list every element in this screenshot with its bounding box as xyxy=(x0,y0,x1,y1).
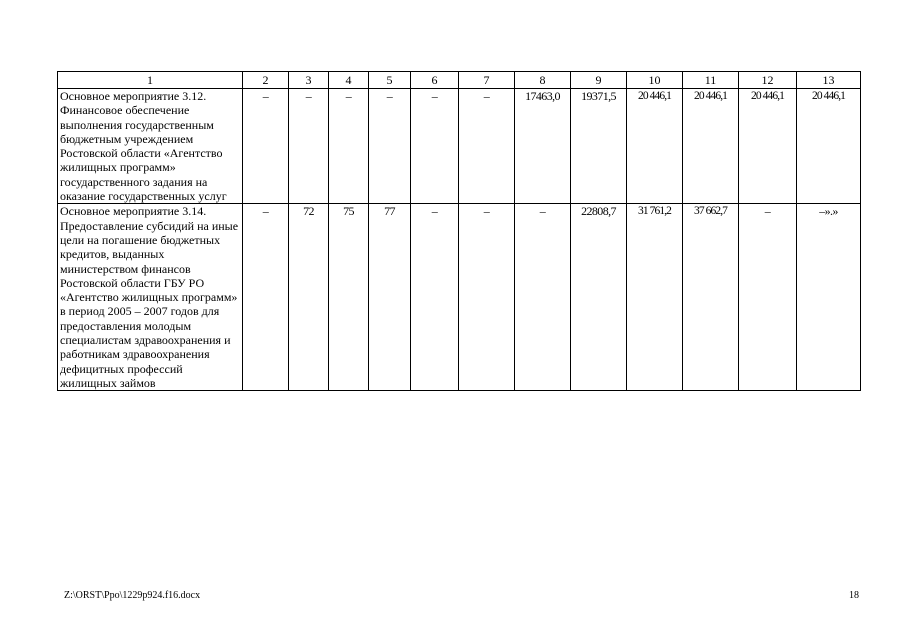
value-cell: 37 662,7 xyxy=(683,204,739,391)
column-header: 11 xyxy=(683,72,739,89)
column-header: 1 xyxy=(58,72,243,89)
column-header: 13 xyxy=(797,72,861,89)
value-cell: 20 446,1 xyxy=(683,89,739,204)
value-cell: 17463,0 xyxy=(515,89,571,204)
column-header: 2 xyxy=(243,72,289,89)
column-header: 8 xyxy=(515,72,571,89)
value-cell: 75 xyxy=(329,204,369,391)
value-cell: – xyxy=(243,204,289,391)
value-cell: 77 xyxy=(369,204,411,391)
value-cell: 20 446,1 xyxy=(627,89,683,204)
value-cell: – xyxy=(411,89,459,204)
column-header: 10 xyxy=(627,72,683,89)
value-cell: 72 xyxy=(289,204,329,391)
value-cell: – xyxy=(369,89,411,204)
header-row xyxy=(58,72,861,89)
column-header: 9 xyxy=(571,72,627,89)
value-cell: 19371,5 xyxy=(571,89,627,204)
value-cell: – xyxy=(739,204,797,391)
value-cell: –».» xyxy=(797,204,861,391)
value-cell: – xyxy=(459,204,515,391)
value-cell: 22808,7 xyxy=(571,204,627,391)
value-cell: – xyxy=(411,204,459,391)
value-cell: – xyxy=(243,89,289,204)
column-header: 3 xyxy=(289,72,329,89)
value-cell: 20 446,1 xyxy=(797,89,861,204)
value-cell: – xyxy=(459,89,515,204)
table-row xyxy=(58,204,861,391)
footer-file-path: Z:\ORST\Ppo\1229p924.f16.docx xyxy=(64,590,201,601)
column-header: 12 xyxy=(739,72,797,89)
value-cell: – xyxy=(289,89,329,204)
column-header: 6 xyxy=(411,72,459,89)
row-title-cell: Основное мероприятие 3.12. Финансовое обеспечение выполнения государственным бюджетным учреждением Ростовской области «Агентство жилищных программ» государственного задания на оказание государственных услуг xyxy=(58,89,243,204)
value-cell: – xyxy=(515,204,571,391)
value-cell: 20 446,1 xyxy=(739,89,797,204)
column-header: 7 xyxy=(459,72,515,89)
footer-page-number: 18 xyxy=(849,590,859,601)
column-header: 5 xyxy=(369,72,411,89)
row-title-cell: Основное мероприятие 3.14. Предоставление субсидий на иные цели на погашение бюджетных кредитов, выданных министерством финансов Ростовской области ГБУ РО «Агентство жилищных программ» в период 2005 – 2007 годов для предоставления молодым специалистам здравоохранения и работникам здравоохранения дефицитных профессий жилищных займов xyxy=(58,204,243,391)
data-table xyxy=(57,71,861,391)
value-cell: 31 761,2 xyxy=(627,204,683,391)
table-row xyxy=(58,89,861,204)
value-cell: – xyxy=(329,89,369,204)
column-header: 4 xyxy=(329,72,369,89)
